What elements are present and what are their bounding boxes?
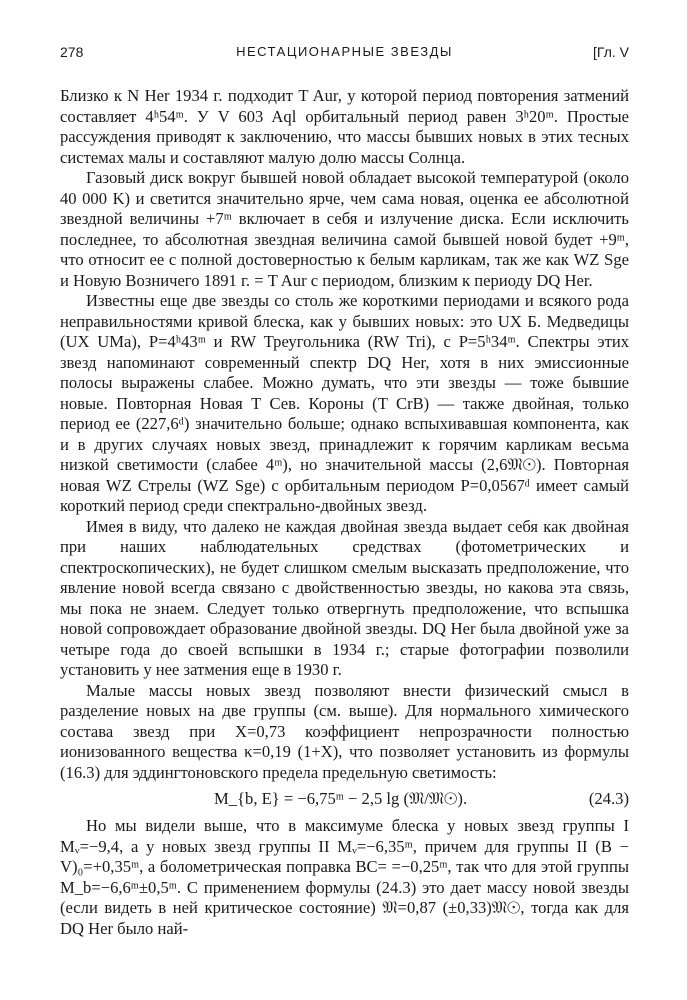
formula-number: (24.3)	[588, 789, 629, 808]
paragraph-6: Но мы видели выше, что в максимуме блеска у новых звезд группы I Mᵥ=−9,4, а у новых звезд группы II Mᵥ=−6,35ᵐ, причем для группы II (B − V)₀=+0,35ᵐ, а болометрическая поправка BC= =−0,25ᵐ, так что для этой группы M_b=−6,6ᵐ±0,5ᵐ. С применением формулы (24.3) это дает массу новой звезды (если видеть в ней критическое состояние) 𝔐=0,87 (±0,33)𝔐☉, тогда как для DQ Her было най-	[60, 816, 629, 938]
page-body	[60, 86, 629, 939]
running-title: НЕСТАЦИОНАРНЫЕ ЗВЕЗДЫ	[236, 44, 453, 59]
paragraph-5: Малые массы новых звезд позволяют внести физический смысл в разделение новых на две группы (см. выше). Для нормального химического состава звезд при X=0,73 коэффициент непрозрачности полностью ионизованного вещества κ=0,19 (1+X), что позволяет установить из формулы (16.3) для эддингтоновского предела предельную светимость:	[60, 680, 629, 782]
chapter-label: [Гл. V	[593, 44, 629, 60]
paragraph-4: Имея в виду, что далеко не каждая двойная звезда выдает себя как двойная при наших наблюдательных средствах (фотометрических и спектроскопических), не будет слишком смелым высказать предположение, что явление новой всегда связано с двойственностью звезды, но какова эта связь, мы пока не знаем. Следует только отвергнуть предположение, что вспышка новой сопровождает образование двойной звезды. DQ Her была двойной уже за четыре года до своей вспышки в 1934 г.; старые фотографии позволили установить у нее затмения еще в 1930 г.	[60, 516, 629, 679]
paragraph-3: Известны еще две звезды со столь же короткими периодами и всякого рода неправильностями кривой блеска, как у бывших новых: это UX Б. Медведицы (UX UMa), P=4ʰ43ᵐ и RW Треугольника (RW Tri), с P=5ʰ34ᵐ. Спектры этих звезд напоминают современный спектр DQ Her, хотя в них эмиссионные полосы выражены слабее. Можно думать, что эти звезды — тоже бывшие новые. Повторная Новая T Сев. Короны (T CrB) — также двойная, только период ее (227,6ᵈ) значительно больше; однако вспыхивавшая компонента, как и в других случаях новых звезд, принадлежит к горячим карликам весьма низкой светимости (слабее 4ᵐ), но значительной массы (2,6𝔐☉). Повторная новая WZ Стрелы (WZ Sge) с орбитальным периодом P=0,0567ᵈ имеет самый короткий период среди спектрально-двойных звезд.	[60, 291, 629, 515]
formula-24-3	[60, 786, 629, 813]
paragraph-2: Газовый диск вокруг бывшей новой обладает высокой температурой (около 40 000 K) и светится значительно ярче, чем сама новая, оценка ее абсолютной звездной величины +7ᵐ включает в себя и излучение диска. Если исключить последнее, то абсолютная звездная величина самой бывшей новой будет +9ᵐ, что относит ее с полной достоверностью к белым карликам, так же как WZ Sge и Новую Возничего 1891 г. = T Aur с периодом, близким к периоду DQ Her.	[60, 168, 629, 290]
formula-expression: M_{b, E} = −6,75ᵐ − 2,5 lg (𝔐/𝔐☉).	[214, 789, 468, 808]
paragraph-1: Близко к N Her 1934 г. подходит T Aur, у которой период повторения затмений составляет 4ʰ54ᵐ. У V 603 Aql орбитальный период равен 3ʰ20ᵐ. Простые рассуждения приводят к заключению, что массы бывших новых в этих тесных системах малы и составляют малую долю массы Солнца.	[60, 86, 629, 167]
page-number: 278	[60, 44, 84, 60]
running-header	[60, 44, 629, 66]
